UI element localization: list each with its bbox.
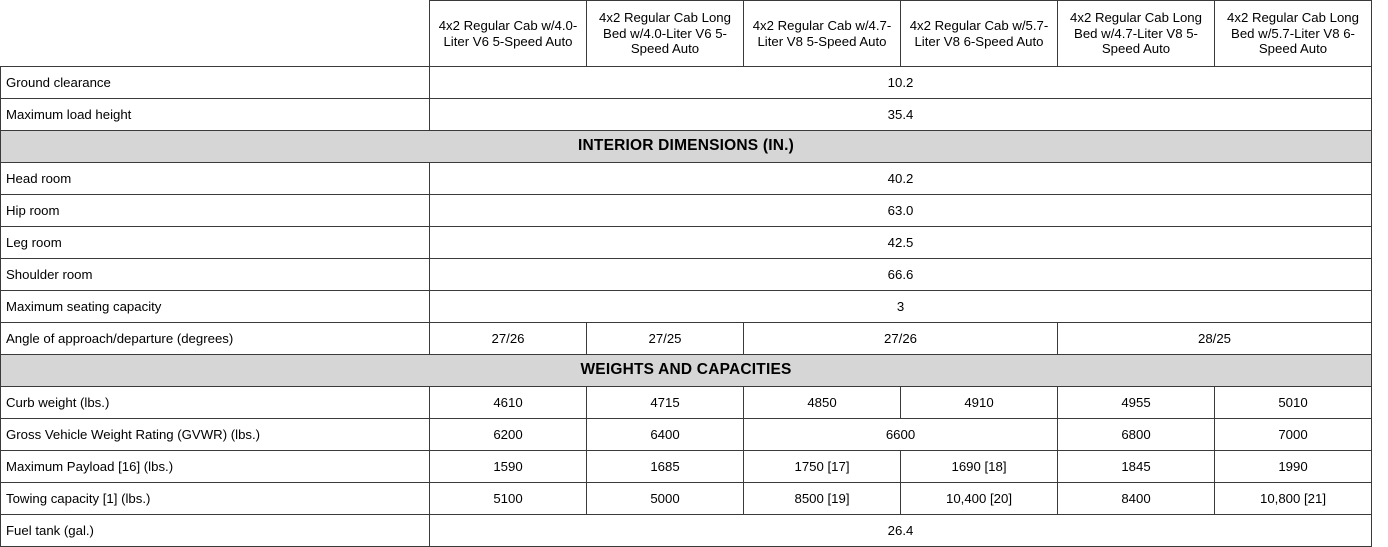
column-header-1: 4x2 Regular Cab w/4.0-Liter V6 5-Speed Auto xyxy=(430,1,587,67)
column-header-3: 4x2 Regular Cab w/4.7-Liter V8 5-Speed Auto xyxy=(744,1,901,67)
row-label: Angle of approach/departure (degrees) xyxy=(1,323,430,355)
table-row xyxy=(1,515,1372,547)
table-row xyxy=(1,483,1372,515)
value-cell: 27/26 xyxy=(430,323,587,355)
value-cell: 4850 xyxy=(744,387,901,419)
table-row xyxy=(1,323,1372,355)
table-row xyxy=(1,259,1372,291)
value-cell: 10,800 [21] xyxy=(1215,483,1372,515)
column-header-5: 4x2 Regular Cab Long Bed w/4.7-Liter V8 5-Speed Auto xyxy=(1058,1,1215,67)
table-row xyxy=(1,419,1372,451)
value-cell: 6200 xyxy=(430,419,587,451)
section-title: WEIGHTS AND CAPACITIES xyxy=(1,355,1372,387)
value-cell: 4715 xyxy=(587,387,744,419)
value-cell: 1750 [17] xyxy=(744,451,901,483)
value-cell: 8500 [19] xyxy=(744,483,901,515)
value-cell: 7000 xyxy=(1215,419,1372,451)
value-cell: 1590 xyxy=(430,451,587,483)
table-row xyxy=(1,291,1372,323)
column-header-6: 4x2 Regular Cab Long Bed w/5.7-Liter V8 6-Speed Auto xyxy=(1215,1,1372,67)
value-cell: 40.2 xyxy=(430,163,1372,195)
row-label: Fuel tank (gal.) xyxy=(1,515,430,547)
table-row xyxy=(1,99,1372,131)
column-header-4: 4x2 Regular Cab w/5.7-Liter V8 6-Speed Auto xyxy=(901,1,1058,67)
value-cell: 63.0 xyxy=(430,195,1372,227)
table-row xyxy=(1,67,1372,99)
row-label: Curb weight (lbs.) xyxy=(1,387,430,419)
value-cell: 5000 xyxy=(587,483,744,515)
value-cell: 4910 xyxy=(901,387,1058,419)
row-label: Maximum load height xyxy=(1,99,430,131)
value-cell: 10,400 [20] xyxy=(901,483,1058,515)
row-label: Shoulder room xyxy=(1,259,430,291)
row-label: Leg room xyxy=(1,227,430,259)
value-cell: 26.4 xyxy=(430,515,1372,547)
value-cell: 27/26 xyxy=(744,323,1058,355)
value-cell: 6600 xyxy=(744,419,1058,451)
value-cell: 66.6 xyxy=(430,259,1372,291)
value-cell: 8400 xyxy=(1058,483,1215,515)
row-label: Gross Vehicle Weight Rating (GVWR) (lbs.) xyxy=(1,419,430,451)
value-cell: 27/25 xyxy=(587,323,744,355)
value-cell: 5010 xyxy=(1215,387,1372,419)
row-label: Towing capacity [1] (lbs.) xyxy=(1,483,430,515)
section-header-row xyxy=(1,355,1372,387)
table-row xyxy=(1,451,1372,483)
row-label: Maximum seating capacity xyxy=(1,291,430,323)
column-header-2: 4x2 Regular Cab Long Bed w/4.0-Liter V6 5-Speed Auto xyxy=(587,1,744,67)
table-row xyxy=(1,195,1372,227)
section-header-row xyxy=(1,131,1372,163)
value-cell: 4955 xyxy=(1058,387,1215,419)
value-cell: 10.2 xyxy=(430,67,1372,99)
column-header-row xyxy=(1,1,1372,67)
row-label: Ground clearance xyxy=(1,67,430,99)
value-cell: 28/25 xyxy=(1058,323,1372,355)
value-cell: 4610 xyxy=(430,387,587,419)
value-cell: 1845 xyxy=(1058,451,1215,483)
value-cell: 35.4 xyxy=(430,99,1372,131)
table-header xyxy=(1,1,1372,67)
value-cell: 1685 xyxy=(587,451,744,483)
value-cell: 6800 xyxy=(1058,419,1215,451)
row-label: Head room xyxy=(1,163,430,195)
section-title: INTERIOR DIMENSIONS (IN.) xyxy=(1,131,1372,163)
header-corner-blank xyxy=(1,1,430,67)
table-row xyxy=(1,163,1372,195)
row-label: Maximum Payload [16] (lbs.) xyxy=(1,451,430,483)
table-row xyxy=(1,227,1372,259)
row-label: Hip room xyxy=(1,195,430,227)
value-cell: 6400 xyxy=(587,419,744,451)
value-cell: 1990 xyxy=(1215,451,1372,483)
value-cell: 1690 [18] xyxy=(901,451,1058,483)
value-cell: 3 xyxy=(430,291,1372,323)
table-row xyxy=(1,387,1372,419)
value-cell: 5100 xyxy=(430,483,587,515)
value-cell: 42.5 xyxy=(430,227,1372,259)
table-body xyxy=(1,67,1372,547)
